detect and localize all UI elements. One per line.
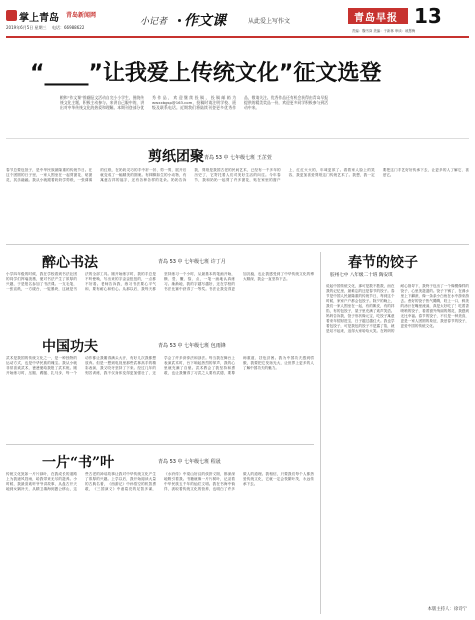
page-number: 13 (414, 4, 442, 28)
brand-banner (348, 8, 408, 24)
article-title: 醉心书法 (42, 255, 98, 271)
article-kungfu (6, 336, 314, 446)
column-divider (320, 252, 321, 614)
divider (6, 244, 469, 245)
article-body: 小学四年级的时候，我在学校看到书法社团的同学们挥毫泼墨，便对书法产生了浓厚的兴趣，于是报名参加了书法课。一支毛笔，一张宣纸，一方砚台，一锭墨块，这就是书法的全部工具。刚开始练字时，我的手总是不听使唤，写出来的字歪歪扭扭的，一点都不好看。老师告诉我，练习书法要心平气和，要有耐心和恒心。从那以后，我每天都坚持练习一个小时，从最基本的笔画开始，横、竖、撇、捺、点，一笔一画地认真练习。渐渐地，我的字越写越好，还在学校的书法比赛中获得了一等奖。书法让我变得更加沉稳，也让我感受到了中华传统文化的博大精深，我会一直坚持下去。 (6, 272, 314, 291)
article-dumplings (326, 252, 469, 612)
theme-title: “____”让我爱上传统文化”征文选登 (30, 61, 382, 86)
article-byline: 青岛 53 中 七年级七班 程晟 (158, 459, 221, 465)
divider (6, 444, 314, 445)
date-line: 2019年6月5日 星期三 (6, 25, 47, 30)
article-title: 一片“书”叶 (42, 455, 115, 471)
logo-block[interactable] (6, 10, 96, 24)
article-body: 武术是我国的传统文化之一，是一种独特的运动方式，也是中华民族的瑰宝。我从小就非常喜欢武术，爸爸便给我报了武术班。刚开始练习时，压腿、踢腿、扎马步，每一个动作都让我累得满头大汗，有好几次我都想放弃。但是一想到电视里那些武林高手的精彩表演，我又咬牙坚持了下来。经过几年的刻苦训练，我不仅身体变得更加强壮了，还学会了许多套拳法和剑法。每当我在舞台上表演武术时，台下响起热烈的掌声，我的心里就充满了自豪。武术教会了我坚持和勇敢，也让我懂得了习武之人要有武德，要尊师重道、扶危济困。我为中国功夫感到骄傲，我要把它发扬光大，让世界上更多的人了解中国功夫的魅力。 (6, 356, 314, 375)
article-title: 春节的饺子 (348, 255, 418, 271)
theme-intro: 粮和“作文课”推翻征文活动自完小小学生，围绕传统文化主题，积极主动参与。来讲自己眼中的，讲出对中华传统文化的热爱和理解。本期刊登部分优秀作品，欢迎继续投稿，投稿邮箱为wwxxbgsp@163.com，投稿时请注明学校、班级及联系电话。近期我们将陆续刊登更多优秀作品，敬请关注。优秀作品还有机会获得由青岛早报提供的精美奖品一份，欢迎更多同学积极参与到活动中来。 (60, 95, 328, 111)
logo-brand-text: 青岛新闻网 (66, 12, 97, 19)
article-body: 传统文化犹如一片片绿叶，在我成长的道路上为我遮风挡雨，给我带来无尽的滋养。小时候，我最喜欢听爷爷讲故事，从盘古开天地到女娲补天，从精卫填海到愚公移山，这些古老的神话故事让我对中华传统文化产生了浓厚的兴趣。上学以后，我开始阅读大量的古典名著，《西游记》中孙悟空的机智勇敢，《三国演义》中诸葛亮的足智多谋，《水浒传》中梁山好汉的侠肝义胆，都深深地吸引着我。书籍就像一片片树叶，记录着中华民族五千年的灿烂文明。我在书海中徜徉，汲取着传统文化的营养，也明白了许多做人的道理。我相信，只要我们每个人都热爱传统文化，它就一定会枝繁叶茂，永远传承下去。 (6, 472, 314, 491)
article-byline: 青岛 53 中 七年级七班 王芷萱 (204, 155, 272, 161)
editor-note: 本版主持人：徐诗宁 (427, 607, 467, 612)
article-byline: 青岛 53 中 七年级七班 许丁月 (158, 259, 226, 265)
app-logo-icon (6, 10, 17, 21)
section-dot (178, 19, 181, 22)
intro-rule (6, 138, 469, 139)
article-byline: 青岛 53 中 七年级七班 包雨锋 (158, 343, 226, 349)
article-paper-cutting (6, 146, 469, 246)
article-title: 剪纸团聚 (148, 149, 204, 165)
section-masthead (130, 9, 330, 31)
hotline: 电话：66988622 (52, 25, 85, 30)
article-title: 中国功夫 (42, 339, 98, 355)
article-byline: 胶州七中 八年级二十班 陶安琪 (330, 273, 393, 278)
brand-banner-text: 青岛早报 (354, 13, 398, 24)
article-body: 春节总要包饺子，是中华民族最隆重的传统节日。在这个团圆的日子里，一家人围坐在一起剪窗花、贴窗花，其乐融融。我从小就跟着奶奶学剪纸，一张薄薄的红纸，在奶奶灵巧的手中折一折、剪一剪，展开后就变成了一幅精美的图案。有栩栩如生的小动物，有寓意吉祥的福字，还有各种各样的花朵。奶奶告诉我，剪纸是我国古老的民间艺术，已经有一千多年的历史了，它寄托着人们对美好生活的向往。今年春节，我和奶奶一起剪了许多窗花，贴在家里的窗户上，红红火火的，年味更浓了。看着家人脸上的笑容，我更加喜爱剪纸这门传统艺术了。我想，我一定要把这门手艺好好传承下去，让更多的人了解它、喜爱它。 (6, 168, 469, 182)
editors-line: 责编：魏书岗 美编：于新林 审读：戚慧梅 (352, 29, 416, 33)
section-prefix: 小记者 (140, 17, 168, 27)
logo-city-text: 掌上青岛 (19, 13, 59, 24)
page-header (0, 0, 475, 44)
article-book-leaf (6, 452, 314, 617)
section-slogan: 从此爱上写作文 (248, 18, 291, 25)
article-body: 说起中国传统文化，那可是数不胜数，而在我的记忆里，最难忘的还是春节的饺子。春节是中国人民最隆重的传统节日，每到这个时候，家家户户都会包饺子。除夕的晚上，我们一家人围坐在一起，有的擀皮，有的拌馅，有的包饺子，屋子里充满了欢声笑语。妈妈告诉我，饺子形状像元宝，吃饺子寓意着来年招财进宝，日子越过越红火。我也学着包饺子，可是我包的饺子不是露了馅，就是站不起来，逗得大家哈哈大笑。在妈妈的耐心指导下，我终于包出了一个像模像样的饺子，心里美滋滋的。饺子下锅了，在沸水里上下翻滚，像一条条小白鱼在水中游来游去。煮好的饺子热气腾腾，咬上一口，鲜美的汤汁在嘴里流淌，真是太好吃了！吃着香喷喷的饺子，看着窗外绚丽的烟花，我感到无比幸福。春节的饺子，不仅是一种美食，更是一家人团圆的象征，我爱春节的饺子，更爱中国的传统文化。 (326, 284, 469, 333)
header-rule (6, 36, 469, 38)
section-title: 作文课 (184, 13, 226, 29)
